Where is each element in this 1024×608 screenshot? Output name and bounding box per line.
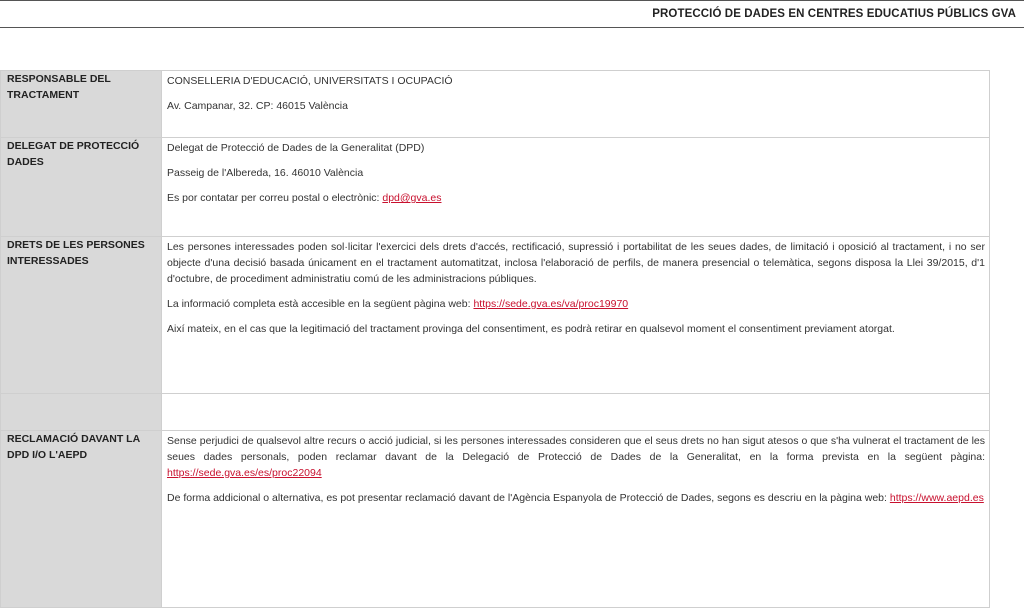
responsable-address: Av. Campanar, 32. CP: 46015 València xyxy=(167,100,348,112)
proc22094-link[interactable]: https://sede.gva.es/es/proc22094 xyxy=(167,467,322,479)
row-value-drets xyxy=(162,237,990,394)
drets-info xyxy=(167,296,985,312)
delegat-name: Delegat de Protecció de Dades de la Generalitat (DPD) xyxy=(167,142,425,154)
delegat-contact xyxy=(167,190,985,206)
drets-info-text: La informació completa està accesible en la següent pàgina web: xyxy=(167,298,474,310)
row-label-drets: DRETS DE LES PERSONES INTERESSADES xyxy=(1,237,162,394)
table-row-drets xyxy=(1,237,990,394)
aepd-link[interactable]: https://www.aepd.es xyxy=(889,492,984,504)
row-value-delegat xyxy=(162,138,990,237)
reclamacio-paragraph-2 xyxy=(167,490,985,506)
dpd-email-link[interactable]: dpd@gva.es xyxy=(382,192,442,204)
row-value-responsable xyxy=(162,71,990,138)
row-label-reclamacio: RECLAMACIÓ DAVANT LA DPD I/O L'AEPD xyxy=(1,431,162,608)
reclamacio-text-1: Sense perjudici de qualsevol altre recurs o acció judicial, si les persones interessades consideren que el seus drets no han sigut atesos o que s'ha vulnerat el tractament de les seues dades personals, poden reclamar davant de la Delegació de Protecció de Dades de la Generalitat, en la forma prevista en la següent pàgina: xyxy=(167,435,985,463)
row-label-delegat: DELEGAT DE PROTECCIÓ DADES xyxy=(1,138,162,237)
row-value-empty xyxy=(162,394,990,431)
reclamacio-paragraph-1 xyxy=(167,433,985,481)
responsable-name: CONSELLERIA D'EDUCACIÓ, UNIVERSITATS I OCUPACIÓ xyxy=(167,75,453,87)
table-row-responsable xyxy=(1,71,990,138)
drets-paragraph-3: Així mateix, en el cas que la legitimació del tractament provinga del consentiment, es podrà retirar en qualsevol moment el consentiment previament atorgat. xyxy=(167,323,895,335)
table-row-empty xyxy=(1,394,990,431)
header-bar xyxy=(0,0,1024,28)
row-label-empty xyxy=(1,394,162,431)
row-value-reclamacio xyxy=(162,431,990,608)
drets-paragraph-1: Les persones interessades poden sol·licitar l'exercici dels drets d'accés, rectificació, supressió i portabilitat de les seues dades, de limitació i oposició al tractament, i no ser objecte d'una decisió basada únicament en el tractament automatitzat, inclosa l'elaboració de perfils, de manera presencial o telemàtica, segons disposa la Llei 39/2015, d'1 d'octubre, de procediment administratiu comú de les administracions públiques. xyxy=(167,241,985,285)
row-label-responsable: RESPONSABLE DEL TRACTAMENT xyxy=(1,71,162,138)
delegat-contact-text: Es por contatar per correu postal o electrònic: xyxy=(167,192,383,204)
delegat-address: Passeig de l'Albereda, 16. 46010 València xyxy=(167,167,364,179)
reclamacio-text-2: De forma addicional o alternativa, es pot presentar reclamació davant de l'Agència Espanyola de Protecció de Dades, segons es descriu en la pàgina web: xyxy=(167,492,890,504)
page-title: PROTECCIÓ DE DADES EN CENTRES EDUCATIUS PÚBLICS GVA xyxy=(652,8,1016,20)
table-row-delegat xyxy=(1,138,990,237)
table-row-reclamacio xyxy=(1,431,990,608)
proc19970-link[interactable]: https://sede.gva.es/va/proc19970 xyxy=(473,298,629,310)
data-protection-table xyxy=(0,70,990,608)
